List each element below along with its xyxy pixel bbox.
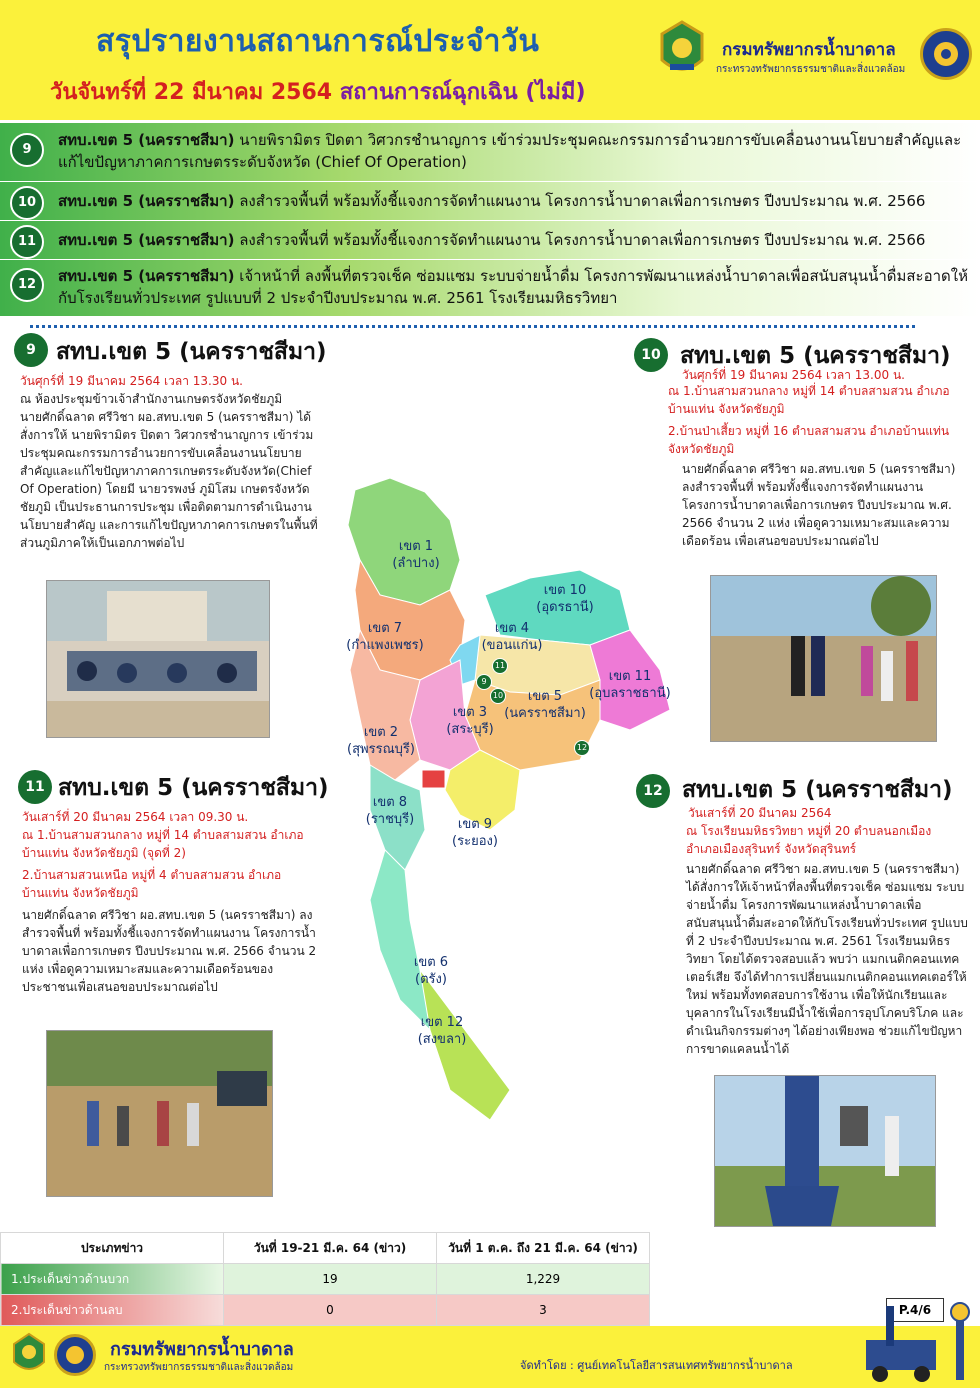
table-row (1, 1264, 650, 1295)
map-pin-11: 11 (492, 658, 508, 674)
water-tank-photo (714, 1075, 936, 1227)
footer-dept-name: กรมทรัพยากรน้ำบาดาล (110, 1339, 294, 1360)
section-place: ณ โรงเรียนมหิธรวิทยา หมู่ที่ 20 ตำบลนอกเมือง อำเภอเมืองสุรินทร์ จังหวัดสุรินทร์ (686, 824, 932, 856)
section-badge: 11 (18, 770, 52, 804)
zone-label-3: เขต 3 (สระบุรี) (446, 705, 494, 737)
meeting-photo (46, 580, 270, 738)
page-title: สรุปรายงานสถานการณ์ประจำวัน (96, 24, 540, 59)
row-value: 3 (437, 1295, 650, 1326)
report-date: วันจันทร์ที่ 22 มีนาคม 2564 (50, 80, 333, 105)
table-row (1, 1295, 650, 1326)
section-title: สทบ.เขต 5 (นครราชสีมา) (58, 775, 329, 801)
section-badge: 12 (636, 774, 670, 808)
summary-badge: 9 (10, 133, 44, 167)
footer-dept-logo-icon (10, 1332, 48, 1378)
region-bkk (422, 770, 445, 788)
section-body: นายศักดิ์ฉลาด ศรีวิชา ผอ.สทบ.เขต 5 (นครราชสีมา) ลงสำรวจพื้นที่ พร้อมทั้งชี้แจงการจัดทำแผนงาน โครงการน้ำบาดาลเพื่อการเกษตร ปีงบประมาณ พ.ศ. 2566 จำนวน 2 แห่ง เพื่อดูความเหมาะสมและความเดือดร้อน เพื่อเสนอขอบประมาณต่อไป (682, 462, 956, 548)
table-header: ประเภทข่าว (1, 1233, 224, 1264)
summary-org: สทบ.เขต 5 (นครราชสีมา) (58, 131, 235, 149)
summary-text-9 (58, 129, 968, 173)
section-date: วันเสาร์ที่ 20 มีนาคม 2564 เวลา 09.30 น. (22, 810, 249, 824)
footer-ministry-logo-icon (54, 1334, 96, 1376)
section-body: นายศักดิ์ฉลาด ศรีวิชา ผอ.สทบ.เขต 5 (นครราชสีมา) ได้สั่งการให้ นายพิรามิตร ปิดตา วิศวกรชำนาญการ เข้าร่วมประชุมคณะกรรมการอำนวยการขับเคลื่อนงานนโยบายสำคัญและแก้ไขปัญหาภาคการเกษตรระดับจังหวัด(Chief Of Operation) โดยมี นายวรพงษ์ ภูมิโสม เกษตรจังหวัดชัยภูมิ เป็นประธานการประชุม เพื่อติดตามการดำเนินงานนโยบายสำคัญ และการแก้ไขปัญหาภาคการเกษตรในพื้นที่ส่วนภูมิภาคให้เป็นเอกภาพต่อไป (20, 410, 318, 550)
ministry-name: กระทรวงทรัพยากรธรรมชาติและสิ่งแวดล้อม (716, 64, 906, 75)
zone-label-2: เขต 2 (สุพรรณบุรี) (347, 725, 415, 757)
page-subtitle (50, 74, 586, 109)
section-place-2: 2.บ้านสามสวนเหนือ หมู่ที่ 4 ตำบลสามสวน อำเภอบ้านแท่น จังหวัดชัยภูมิ (22, 868, 282, 900)
section-place-2: 2.บ้านป่าเสี้ยว หมู่ที่ 16 ตำบลสามสวน อำเภอบ้านแท่น จังหวัดชัยภูมิ (668, 424, 950, 456)
section-place: ณ ห้องประชุมข้าวเจ้าสำนักงานเกษตรจังหวัดชัยภูมิ (20, 392, 283, 406)
table-header-row (1, 1233, 650, 1264)
zone-label-4: เขต 4 (ขอนแก่น) (481, 621, 543, 653)
row-value: 1,229 (437, 1264, 650, 1295)
row-value: 0 (224, 1295, 437, 1326)
ministry-logo-icon (920, 28, 972, 80)
summary-detail: เจ้าหน้าที่ ลงพื้นที่ตรวจเช็ค ซ่อมแซม ระบบจ่ายน้ำดื่ม โครงการพัฒนาแหล่งน้ำบาดาลเพื่อสนับสนุนน้ำดื่มสะอาดให้กับโรงเรียนทั่วประเทศ รูปแบบที่ 2 ประจำปีงบประมาณ พ.ศ. 2561 โรงเรียนมหิธรวิทยา (58, 267, 968, 307)
page-number: P.4/6 (886, 1298, 944, 1322)
section-date: วันเสาร์ที่ 20 มีนาคม 2564 (688, 806, 832, 820)
section-place: ณ 1.บ้านสามสวนกลาง หมู่ที่ 14 ตำบลสามสวน อำเภอบ้านแท่น จังหวัดชัยภูมิ (668, 384, 950, 416)
zone-label-9: เขต 9 (ระยอง) (452, 817, 498, 849)
section-body: นายศักดิ์ฉลาด ศรีวิชา ผอ.สทบ.เขต 5 (นครราชสีมา) ลงสำรวจพื้นที่ พร้อมทั้งชี้แจงการจัดทำแผนงาน โครงการน้ำบาดาลเพื่อการเกษตร ปีงบประมาณ พ.ศ. 2566 จำนวน 2 แห่ง เพื่อดูความเหมาะสมและความเดือดร้อนของประชาชนเพื่อเสนอขอบประมาณต่อไป (22, 908, 317, 994)
row-value: 19 (224, 1264, 437, 1295)
summary-detail: ลงสำรวจพื้นที่ พร้อมทั้งชี้แจงการจัดทำแผนงาน โครงการน้ำบาดาลเพื่อการเกษตร ปีงบประมาณ พ.ศ. 2566 (239, 231, 926, 249)
footer-credit: จัดทำโดย : ศูนย์เทคโนโลยีสารสนเทศทรัพยากรน้ำบาดาล (520, 1359, 793, 1372)
thailand-zone-map (300, 470, 680, 1150)
summary-org: สทบ.เขต 5 (นครราชสีมา) (58, 267, 235, 285)
section-place: ณ 1.บ้านสามสวนกลาง หมู่ที่ 14 ตำบลสามสวน อำเภอบ้านแท่น จังหวัดชัยภูมิ (จุดที่ 2) (22, 828, 304, 860)
emergency-status: สถานการณ์ฉุกเฉิน (ไม่มี) (339, 80, 586, 105)
summary-text-12 (58, 265, 968, 309)
table-header: วันที่ 19-21 มี.ค. 64 (ข่าว) (224, 1233, 437, 1264)
zone-label-8: เขต 8 (ราชบุรี) (365, 795, 415, 827)
field-photo (46, 1030, 273, 1197)
summary-badge: 12 (10, 268, 44, 302)
section-date: วันศุกร์ที่ 19 มีนาคม 2564 เวลา 13.00 น. (682, 368, 905, 382)
map-pin-9: 9 (476, 674, 492, 690)
section-badge: 9 (14, 333, 48, 367)
section-title: สทบ.เขต 5 (นครราชสีมา) (680, 343, 951, 369)
zone-label-6: เขต 6 (ตรัง) (413, 955, 449, 987)
section-date: วันศุกร์ที่ 19 มีนาคม 2564 เวลา 13.30 น. (20, 374, 243, 388)
footer-ministry-name: กระทรวงทรัพยากรธรรมชาติและสิ่งแวดล้อม (104, 1362, 294, 1373)
news-stats-table (0, 1232, 650, 1326)
summary-badge: 10 (10, 186, 44, 220)
zone-label-5: เขต 5 (นครราชสีมา) (504, 689, 586, 721)
dept-name: กรมทรัพยากรน้ำบาดาล (722, 40, 896, 60)
summary-org: สทบ.เขต 5 (นครราชสีมา) (58, 192, 235, 210)
survey-photo (710, 575, 937, 742)
zone-label-7: เขต 7 (กำแพงเพชร) (346, 621, 424, 653)
zone-label-12: เขต 12 (สงขลา) (417, 1015, 467, 1047)
map-pin-12: 12 (574, 740, 590, 756)
summary-detail: ลงสำรวจพื้นที่ พร้อมทั้งชี้แจงการจัดทำแผนงาน โครงการน้ำบาดาลเพื่อการเกษตร ปีงบประมาณ พ.ศ. 2566 (239, 192, 926, 210)
drilling-rig-icon (846, 1300, 976, 1386)
zone-label-10: เขต 10 (อุดรธานี) (536, 583, 594, 615)
row-label: 1.ประเด็นข่าวด้านบวก (1, 1264, 224, 1295)
section-title: สทบ.เขต 5 (นครราชสีมา) (56, 339, 327, 365)
zone-label-1: เขต 1 (ลำปาง) (392, 539, 440, 571)
summary-badge: 11 (10, 225, 44, 259)
zone-label-11: เขต 11 (อุบลราชธานี) (589, 669, 671, 701)
row-label: 2.ประเด็นข่าวด้านลบ (1, 1295, 224, 1326)
section-badge: 10 (634, 338, 668, 372)
section-body: นายศักดิ์ฉลาด ศรีวิชา ผอ.สทบ.เขต 5 (นครราชสีมา) ได้สั่งการให้เจ้าหน้าที่ลงพื้นที่ตรวจเช็ค ซ่อมแซม ระบบจ่ายน้ำดื่ม โครงการพัฒนาแหล่งน้ำบาดาลเพื่อสนับสนุนน้ำดื่มสะอาดให้กับโรงเรียนทั่วประเทศ รูปแบบที่ 2 ประจำปีงบประมาณ พ.ศ. 2561 โรงเรียนมหิธรวิทยา โดยได้ตรวจสอบแล้ว พบว่า แมกเนติกคอนแทคเตอร์เสีย จึงได้ทำการเปลี่ยนแมกเนติกคอนแทคเตอร์ให้ใหม่ พร้อมทั้งทดสอบการใช้งาน เพื่อให้นักเรียนและบุคลากรในโรงเรียนมีน้ำใช้เพื่อการอุปโภคบริโภค และดำเนินกิจกรรมต่างๆ ได้อย่างเพียงพอ ช่วยแก้ไขปัญหาการขาดแคลนน้ำได้ (686, 862, 968, 1056)
summary-text-10 (58, 190, 968, 212)
summary-text-11 (58, 229, 968, 251)
summary-detail: นายพิรามิตร ปิดตา วิศวกรชำนาญการ เข้าร่วมประชุมคณะกรรมการอำนวยการขับเคลื่อนงานนโยบายสำคัญและแก้ไขปัญหาภาคการเกษตรระดับจังหวัด (Chief Of Operation) (58, 131, 962, 171)
map-pin-10: 10 (490, 688, 506, 704)
table-header: วันที่ 1 ต.ค. ถึง 21 มี.ค. 64 (ข่าว) (437, 1233, 650, 1264)
section-title: สทบ.เขต 5 (นครราชสีมา) (682, 777, 953, 803)
divider (30, 325, 915, 328)
summary-org: สทบ.เขต 5 (นครราชสีมา) (58, 231, 235, 249)
dept-logo-icon (656, 20, 708, 80)
